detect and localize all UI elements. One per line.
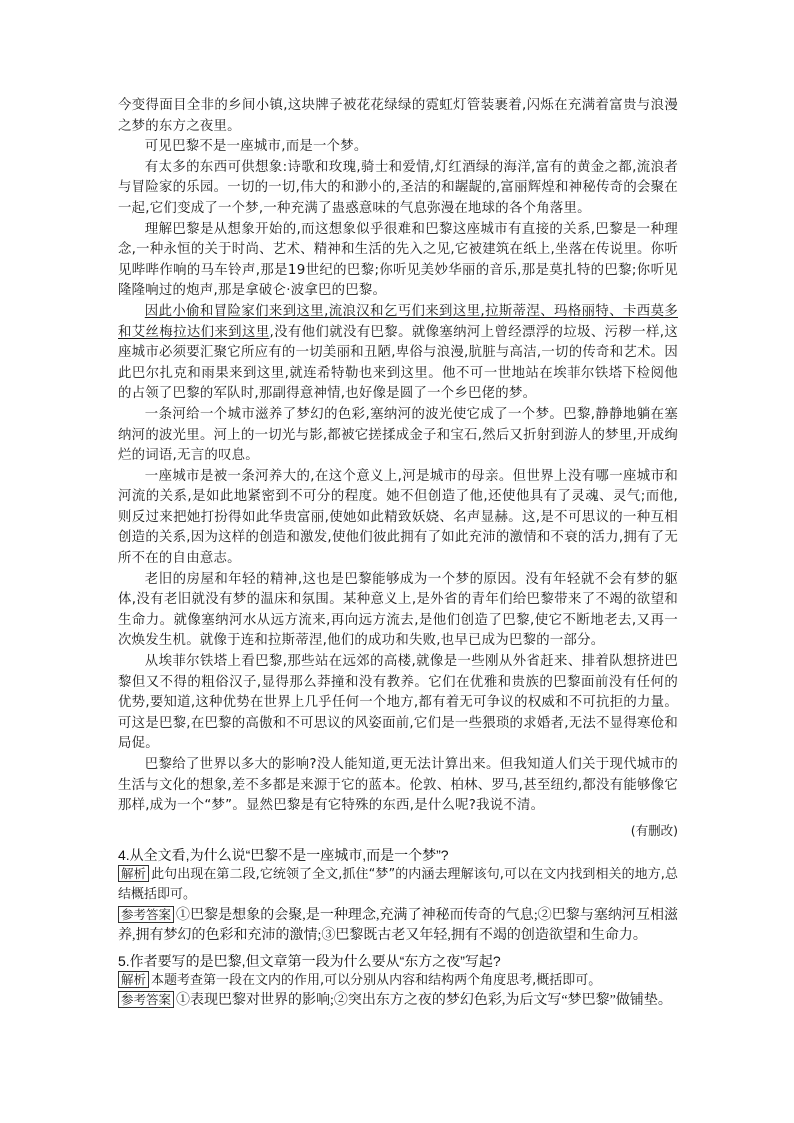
- essay-paragraph-5-rest: ,没有他们就没有巴黎。就像塞纳河上曾经漂浮的垃圾、污秽一样,这座城市必须要汇聚它所应有的一切美丽和丑陋,卑俗与浪漫,肮脏与高洁,一切的传奇和艺术。因此巴尔扎克和雨果来到这里,就连希特勒也来到这里。他不可一世地站在埃菲尔铁塔下检阅他的占领了巴黎的军队时,那副得意神情,也好像是圆了一个乡巴佬的梦。: [118, 324, 678, 402]
- question-4-analysis-text: 此句出现在第二段,它统领了全文,抓住“梦”的内涵去理解该句,可以在文内找到相关的地方,总结概括即可。: [118, 866, 678, 903]
- analysis-tag: 解析: [118, 971, 149, 988]
- question-5-block: [118, 951, 678, 1012]
- question-4-answer-text: ①巴黎是想象的会聚,是一种理念,充满了神秘而传奇的气息;②巴黎与塞纳河互相滋养,拥有梦幻的色彩和充沛的激情;③巴黎既古老又年轻,拥有不竭的创造欲望和生命力。: [118, 907, 678, 944]
- underlined-sentence: 因此小偷和冒险家们来到这里,流浪汉和乞丐们来到这里,拉斯蒂涅、玛格丽特、卡西莫多和艾丝梅拉达们来到这里: [118, 303, 678, 340]
- analysis-tag: 解析: [118, 865, 149, 882]
- question-4-answer: [118, 906, 678, 947]
- essay-paragraph-10: 巴黎给了世界以多大的影响?没人能知道,更无法计算出来。但我知道人们关于现代城市的生活与文化的想象,差不多都是来源于它的蓝本。伦敦、柏林、罗马,甚至纽约,都没有能够像它那样,成为一个“梦”。显然巴黎是有它特殊的东西,是什么呢?我说不清。: [118, 757, 678, 814]
- question-4-text: 4.从全文看,为什么说“巴黎不是一座城市,而是一个梦”?: [118, 846, 449, 863]
- essay-paragraph-6: 一条河给一个城市滋养了梦幻的色彩,塞纳河的波光使它成了一个梦。巴黎,静静地躺在塞纳河的波光里。河上的一切光与影,都被它搓揉成金子和宝石,然后又折射到游人的梦里,开成绚烂的词语,无言的叹息。: [118, 406, 678, 464]
- essay-paragraph-4: 理解巴黎是从想象开始的,而这想象似乎很难和巴黎这座城市有直接的关系,巴黎是一种理念,一种永恒的关于时尚、艺术、精神和生活的先入之见,它被建筑在纸上,坐落在传说里。你听见哔哔作响的马车铃声,那是19世纪的巴黎;你听见美妙华丽的音乐,那是莫扎特的巴黎;你听见隆隆响过的炮声,那是拿破仑·波拿巴的巴黎。: [118, 221, 678, 299]
- essay-text: [118, 96, 678, 841]
- question-5-text: 5.作者要写的是巴黎,但文章第一段为什么要从“东方之夜”写起?: [118, 952, 501, 969]
- essay-paragraph-8: 老旧的房屋和年轻的精神,这也是巴黎能够成为一个梦的原因。没有年轻就不会有梦的躯体,没有老旧就没有梦的温床和氛围。某种意义上,是外省的青年们给巴黎带来了不竭的欲望和生命力。就像塞纳河水从远方流来,再向远方流去,是他们创造了巴黎,使它不断地老去,又再一次焕发生机。就像于连和拉斯蒂涅,他们的成功和失败,也早已成为巴黎的一部分。: [118, 571, 678, 649]
- question-5-analysis-text: 本题考查第一段在文内的作用,可以分别从内容和结构两个角度思考,概括即可。: [151, 972, 602, 988]
- essay-paragraph-2: 可见巴黎不是一座城市,而是一个梦。: [144, 139, 368, 155]
- essay-paragraph-3: 有太多的东西可供想象:诗歌和玫瑰,骑士和爱情,灯红酒绿的海洋,富有的黄金之都,流浪者与冒险家的乐园。一切的一切,伟大的和渺小的,圣洁的和龌龊的,富丽辉煌和神秘传奇的会聚在一起,它们变成了一个梦,一种充满了蛊惑意味的气息弥漫在地球的各个角落里。: [118, 159, 678, 216]
- essay-paragraph-1: 今变得面目全非的乡间小镇,这块牌子被花花绿绿的霓虹灯管装裹着,闪烁在充满着富贵与浪漫之梦的东方之夜里。: [118, 98, 678, 134]
- question-5-analysis: [118, 971, 678, 992]
- question-4-block: [118, 845, 678, 947]
- essay-paragraph-7: 一座城市是被一条河养大的,在这个意义上,河是城市的母亲。但世界上没有哪一座城市和河流的关系,是如此地紧密到不可分的程度。她不但创造了他,还使他具有了灵魂、灵气;而他,则反过来把她打扮得如此华贵富丽,使她如此精致妖娆、名声显赫。这,是不可思议的一种互相创造的关系,因为这样的创造和激发,使他们彼此拥有了如此充沛的激情和不衰的活力,拥有了无所不在的自由意志。: [118, 468, 678, 567]
- question-4-analysis: [118, 865, 678, 906]
- source-note: (有删改): [630, 822, 678, 838]
- answer-tag: 参考答案: [118, 906, 174, 923]
- essay-paragraph-9: 从埃菲尔铁塔上看巴黎,那些站在远郊的高楼,就像是一些刚从外省赶来、排着队想挤进巴黎但又不得的粗俗汉子,显得那么莽撞和没有教养。它们在优雅和贵族的巴黎面前没有任何的优势,要知道,这种优势在世界上几乎任何一个地方,都有着无可争议的权威和不可抗拒的力量。可这是巴黎,在巴黎的高傲和不可思议的风姿面前,它们是一些猥琐的求婚者,无法不显得寒伧和局促。: [118, 654, 678, 752]
- question-5-answer-text: ①表现巴黎对世界的影响;②突出东方之夜的梦幻色彩,为后文写“梦巴黎”做铺垫。: [176, 993, 672, 1009]
- question-5-answer: [118, 991, 678, 1012]
- document-content: [118, 96, 678, 1012]
- answer-tag: 参考答案: [118, 991, 174, 1008]
- essay-paragraph-5: [118, 302, 678, 405]
